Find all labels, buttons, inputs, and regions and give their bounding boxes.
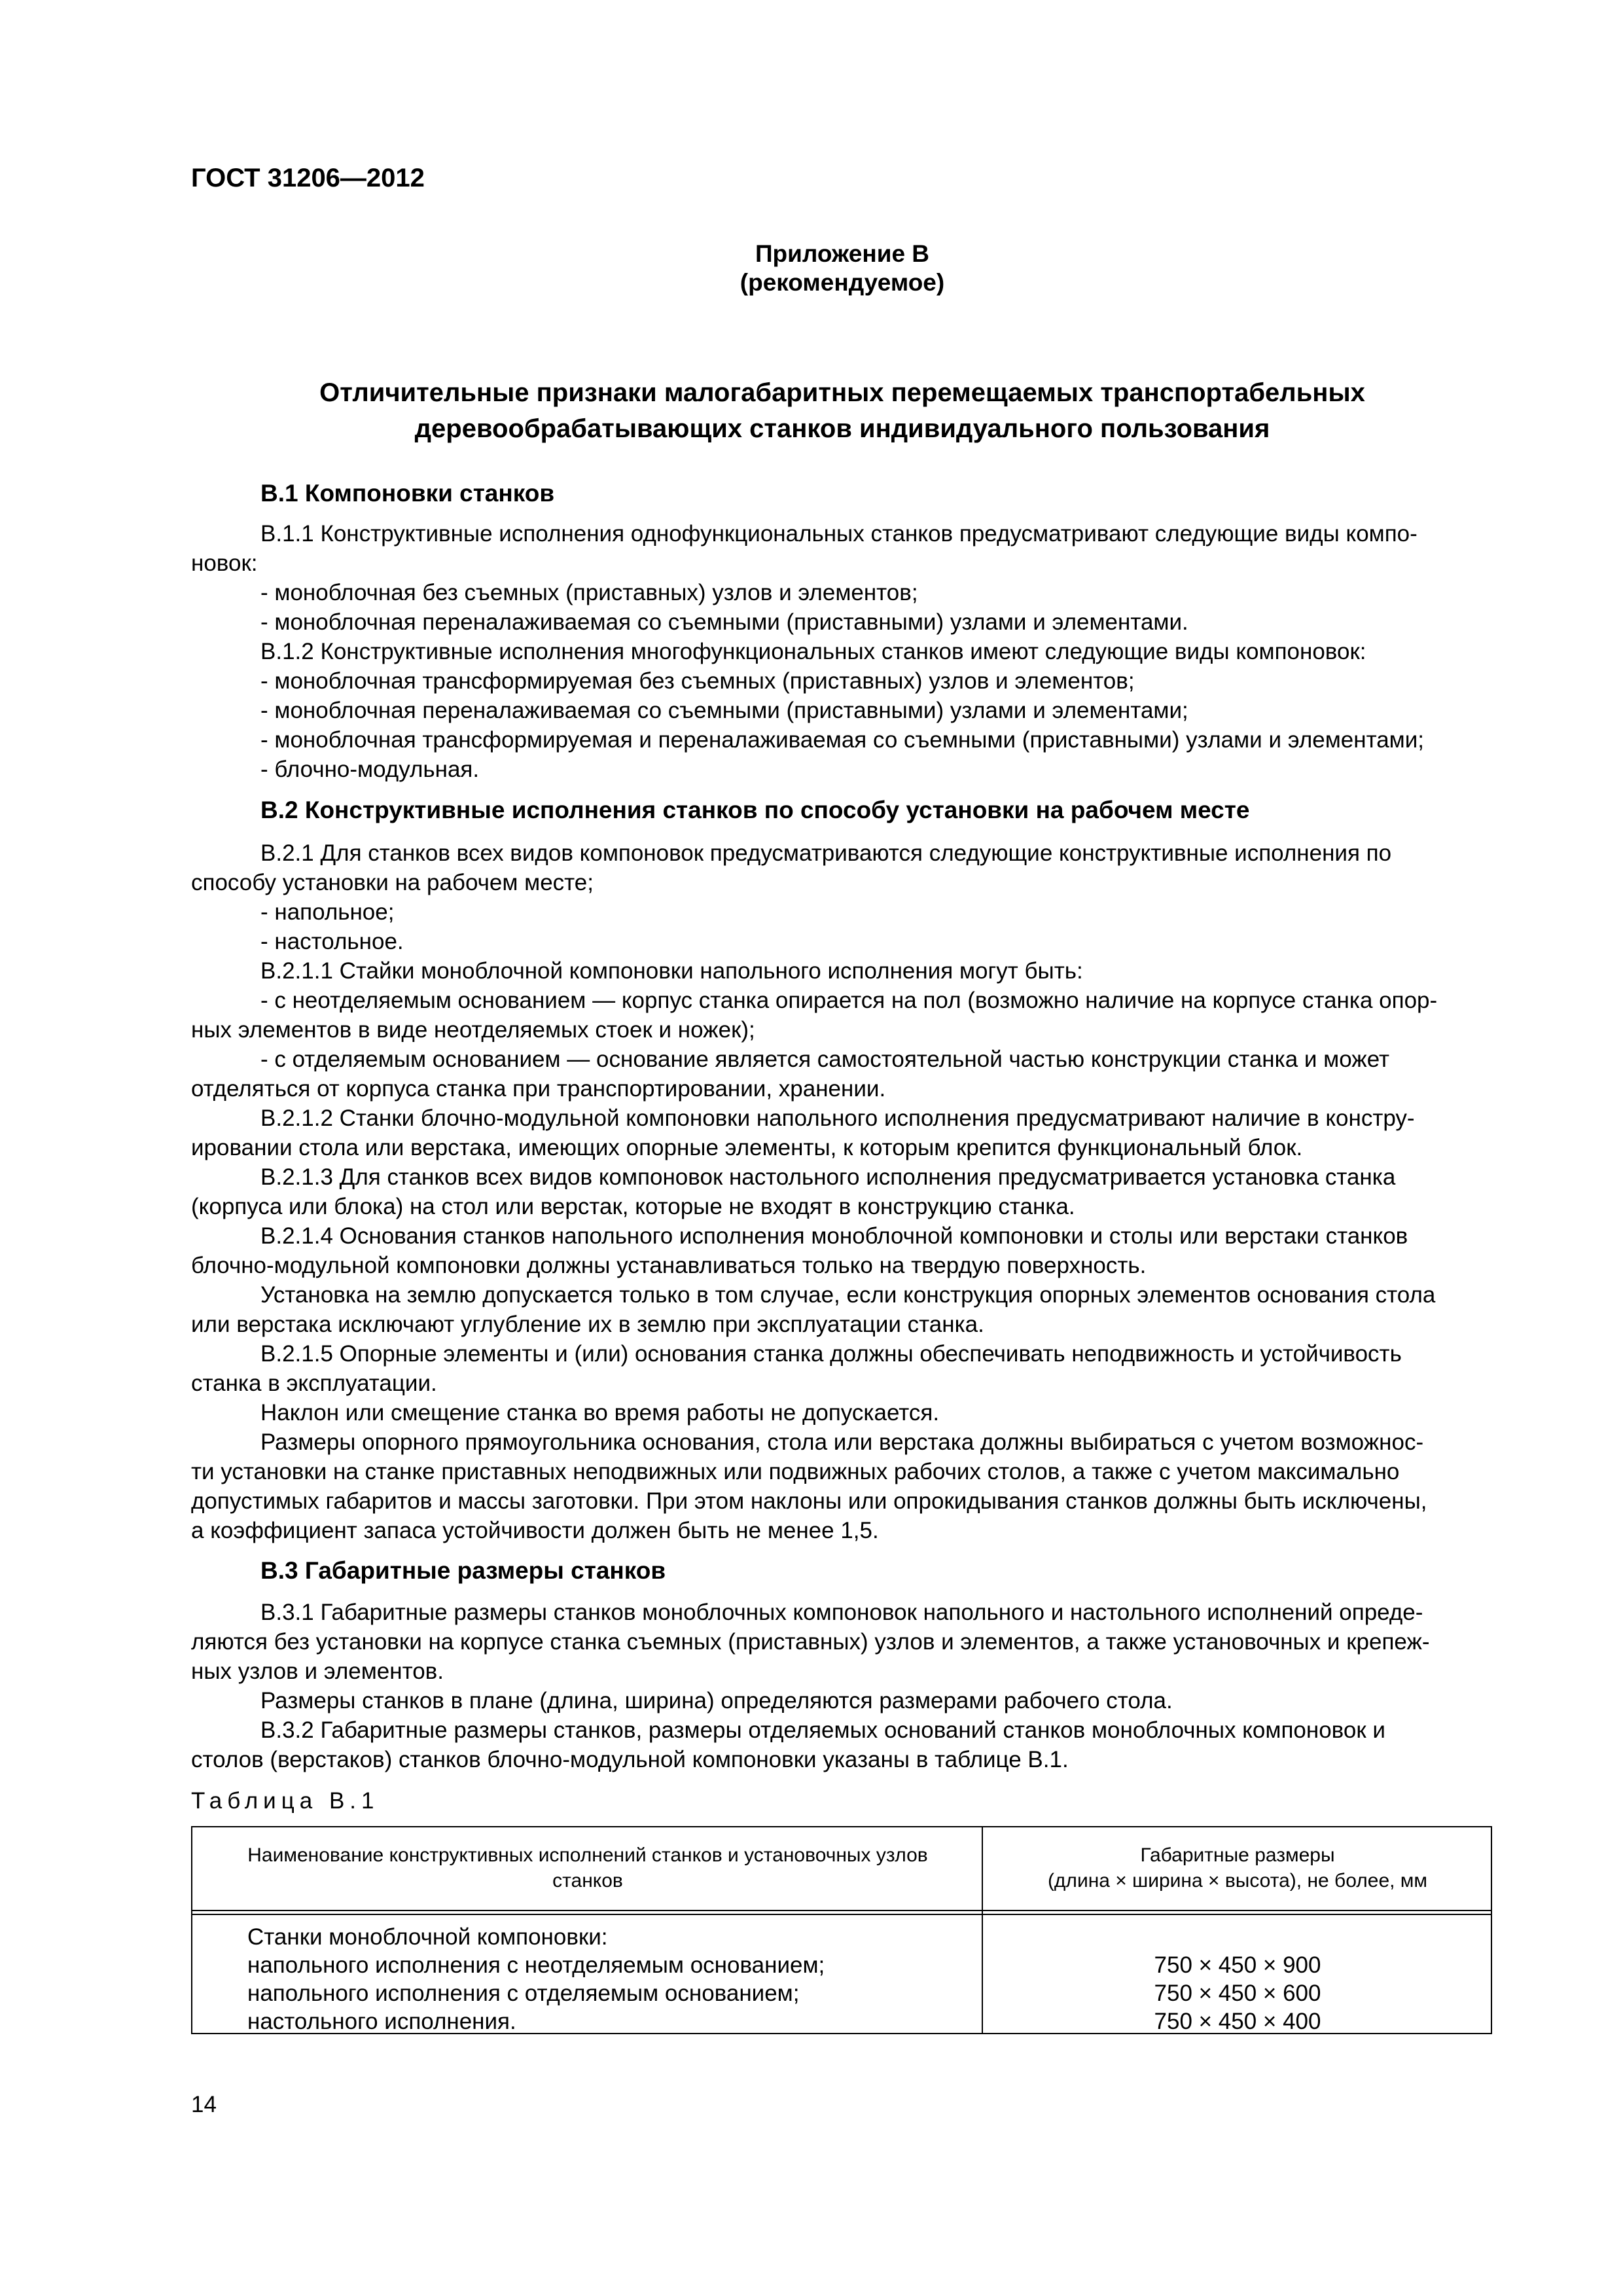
paragraph-b1-2	[191, 637, 1493, 666]
paragraph-b2-1-1	[191, 956, 1493, 986]
list-item	[191, 755, 1493, 784]
text-line: В.2.1.2 Станки блочно-модульной компоновки напольного исполнения предусматривают наличие в констру-	[260, 1105, 1415, 1131]
text-line: В.2.1.4 Основания станков напольного исполнения моноблочной компоновки и столы или верстаки станков	[260, 1223, 1408, 1249]
header-line: Габаритные размеры	[1140, 1844, 1335, 1866]
table-cell-names	[247, 1923, 825, 2036]
list-item	[191, 897, 1493, 927]
list-item	[191, 927, 1493, 956]
text-line: В.2.1.5 Опорные элементы и (или) основания станка должны обеспечивать неподвижность и устойчивость	[260, 1341, 1402, 1367]
text-line: - моноблочная переналаживаемая со съемными (приставными) узлами и элементами.	[260, 609, 1188, 635]
table-row: напольного исполнения с отделяемым основанием;	[247, 1981, 800, 2006]
text-line: - настольное.	[260, 929, 404, 954]
text-line: Установка на землю допускается только в том случае, если конструкция опорных элементов основания стола	[260, 1282, 1436, 1308]
paragraph-b2-1-5	[191, 1339, 1493, 1398]
paragraph-b1-1	[191, 519, 1493, 578]
table-row: 750 × 450 × 900	[1154, 1952, 1321, 1978]
text-line: В.2.1.1 Стайки моноблочной компоновки напольного исполнения могут быть:	[260, 958, 1083, 984]
text-line: В.2.1.3 Для станков всех видов компоновок настольного исполнения предусматривается установка станка	[260, 1164, 1396, 1190]
text-line: - с неотделяемым основанием — корпус станка опирается на пол (возможно наличие на корпусе станка опор-	[260, 988, 1438, 1013]
section-heading-b1: В.1 Компоновки станков	[260, 480, 555, 507]
appendix-title-line-2: деревообрабатывающих станков индивидуального пользования	[414, 414, 1270, 443]
text-line: - моноблочная трансформируемая без съемных (приставных) узлов и элементов;	[260, 668, 1135, 694]
text-line: а коэффициент запаса устойчивости должен быть не менее 1,5.	[191, 1518, 879, 1543]
appendix-label: Приложение В	[755, 240, 930, 267]
list-item	[191, 666, 1493, 696]
table-row: настольного исполнения.	[247, 2009, 516, 2034]
document-code-header: ГОСТ 31206—2012	[191, 164, 425, 192]
text-line: или верстака исключают углубление их в землю при эксплуатации станка.	[191, 1312, 984, 1337]
text-line: - напольное;	[260, 899, 395, 925]
text-line: В.1.2 Конструктивные исполнения многофункциональных станков имеют следующие виды компоновок:	[260, 639, 1366, 664]
table-cell-sizes	[984, 1923, 1491, 2036]
text-line: - моноблочная трансформируемая и переналаживаемая со съемными (приставными) узлами и элементами;	[260, 727, 1425, 753]
paragraph-plan-dimensions	[191, 1686, 1493, 1715]
header-line: Наименование конструктивных исполнений станков и установочных узлов	[247, 1844, 928, 1866]
text-line: Размеры станков в плане (длина, ширина) определяются размерами рабочего стола.	[260, 1688, 1173, 1713]
paragraph-b3-2	[191, 1715, 1493, 1774]
table-header-name	[196, 1842, 979, 1893]
text-line: ировании стола или верстака, имеющих опорные элементы, к которым крепится функциональный блок.	[191, 1135, 1303, 1160]
header-line: (длина × ширина × высота), не более, мм	[1047, 1870, 1428, 1892]
table-row: напольного исполнения с неотделяемым основанием;	[247, 1952, 825, 1978]
paragraph-support-dimensions	[191, 1427, 1493, 1545]
list-item	[191, 725, 1493, 755]
list-item	[191, 1045, 1493, 1103]
text-line: допустимых габаритов и массы заготовки. При этом наклоны или опрокидывания станков должны быть исключены,	[191, 1488, 1427, 1514]
text-line: Наклон или смещение станка во время работы не допускается.	[260, 1400, 940, 1426]
text-line: способу установки на рабочем месте;	[191, 870, 594, 895]
text-line: (корпуса или блока) на стол или верстак, которые не входят в конструкцию станка.	[191, 1194, 1075, 1219]
table-caption: Таблица В.1	[191, 1788, 380, 1814]
section-heading-b2: В.2 Конструктивные исполнения станков по способу установки на рабочем месте	[260, 797, 1250, 823]
text-line: ляются без установки на корпусе станка съемных (приставных) узлов и элементов, а также установочных и крепеж-	[191, 1629, 1430, 1655]
text-line: новок:	[191, 550, 258, 576]
text-line: станка в эксплуатации.	[191, 1371, 437, 1396]
text-line: ных элементов в виде неотделяемых стоек и ножек);	[191, 1017, 755, 1043]
text-line: - блочно-модульная.	[260, 757, 480, 782]
header-line: станков	[552, 1870, 623, 1892]
table-row: 750 × 450 × 400	[1154, 2009, 1321, 2034]
page-number: 14	[191, 2092, 217, 2117]
table-header-dimensions	[984, 1842, 1491, 1893]
paragraph-b3-1	[191, 1598, 1493, 1686]
text-line: - моноблочная без съемных (приставных) узлов и элементов;	[260, 580, 918, 605]
list-item	[191, 696, 1493, 725]
paragraph-b2-1-3	[191, 1162, 1493, 1221]
text-line: блочно-модульной компоновки должны устанавливаться только на твердую поверхность.	[191, 1253, 1147, 1278]
paragraph-ground-installation	[191, 1280, 1493, 1339]
table-header-rule	[191, 1910, 1492, 1911]
text-line: - с отделяемым основанием — основание является самостоятельной частью конструкции станка и может	[260, 1047, 1390, 1072]
appendix-type: (рекомендуемое)	[740, 269, 945, 296]
list-item	[191, 578, 1493, 607]
paragraph-tilt	[191, 1398, 1493, 1427]
table-header-rule	[191, 1914, 1492, 1915]
text-line: В.1.1 Конструктивные исполнения однофункциональных станков предусматривают следующие виды компо-	[260, 521, 1418, 547]
table-row: 750 × 450 × 600	[1154, 1981, 1321, 2006]
text-line: В.3.2 Габаритные размеры станков, размеры отделяемых оснований станков моноблочных компоновок и	[260, 1717, 1385, 1743]
paragraph-b2-1-2	[191, 1103, 1493, 1162]
table-row: Станки моноблочной компоновки:	[247, 1924, 608, 1950]
text-line: отделяться от корпуса станка при транспортировании, хранении.	[191, 1076, 886, 1102]
list-item	[191, 986, 1493, 1045]
text-line: Размеры опорного прямоугольника основания, стола или верстака должны выбираться с учетом возможнос-	[260, 1429, 1424, 1455]
table-row	[984, 1923, 1491, 1951]
appendix-title-line-1: Отличительные признаки малогабаритных перемещаемых транспортабельных	[319, 378, 1365, 407]
paragraph-b2-1	[191, 838, 1493, 897]
text-line: - моноблочная переналаживаемая со съемными (приставными) узлами и элементами;	[260, 698, 1188, 723]
text-line: В.2.1 Для станков всех видов компоновок предусматриваются следующие конструктивные исполнения по	[260, 840, 1392, 866]
text-line: столов (верстаков) станков блочно-модульной компоновки указаны в таблице В.1.	[191, 1747, 1069, 1772]
table-column-divider	[982, 1826, 983, 2034]
list-item	[191, 607, 1493, 637]
text-line: В.3.1 Габаритные размеры станков моноблочных компоновок напольного и настольного исполнений опреде-	[260, 1600, 1423, 1625]
text-line: ных узлов и элементов.	[191, 1659, 444, 1684]
section-heading-b3: В.3 Габаритные размеры станков	[260, 1557, 666, 1584]
text-line: ти установки на станке приставных неподвижных или подвижных рабочих столов, а также с учетом максимально	[191, 1459, 1400, 1484]
paragraph-b2-1-4	[191, 1221, 1493, 1280]
